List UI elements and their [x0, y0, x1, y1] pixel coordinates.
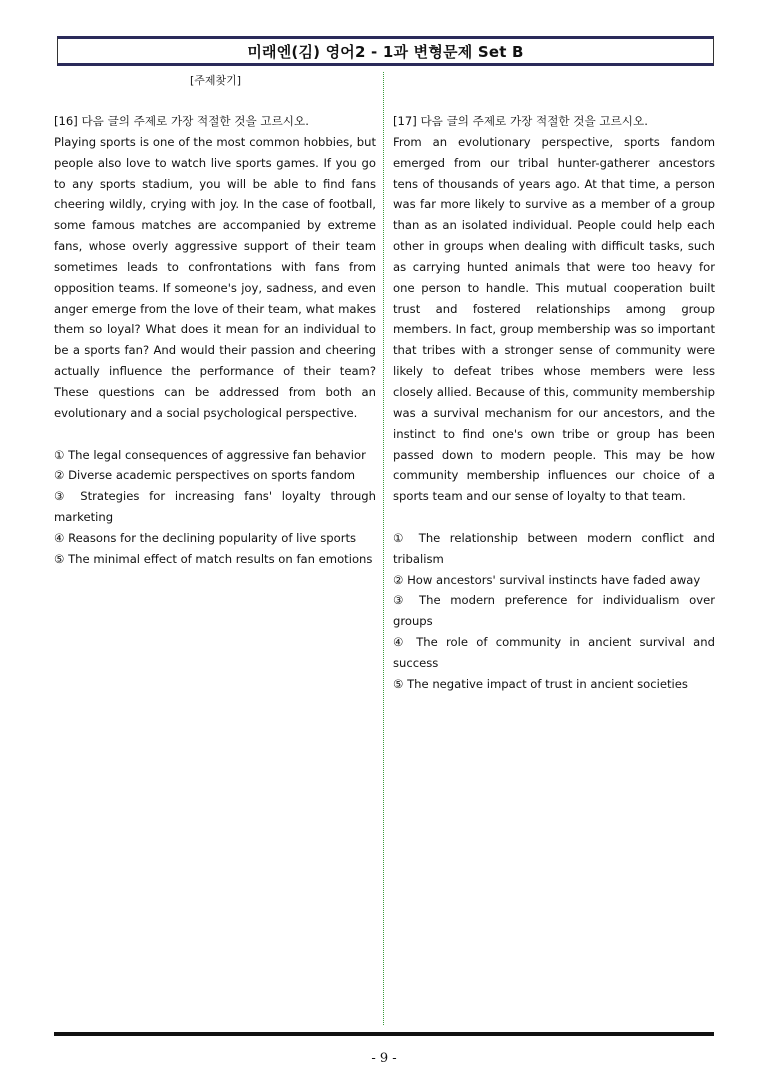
question-header: [16] 다음 글의 주제로 가장 적절한 것을 고르시오. — [54, 114, 309, 128]
footer-rule — [54, 1032, 714, 1036]
option-5[interactable]: ⑤ The negative impact of trust in ancient societies — [393, 676, 688, 691]
section-label: [주제찾기] — [190, 74, 242, 87]
answer-options — [54, 445, 376, 570]
option-3[interactable]: ③ The modern preference for individualism over groups — [393, 593, 715, 629]
question-17 — [393, 111, 715, 695]
option-2[interactable]: ② Diverse academic perspectives on sports fandom — [54, 468, 356, 483]
column-divider — [383, 72, 384, 1025]
page-title: 미래엔(김) 영어2 - 1과 변형문제 Set B — [57, 36, 714, 66]
question-16 — [54, 111, 376, 570]
question-header: [17] 다음 글의 주제로 가장 적절한 것을 고르시오. — [393, 114, 648, 128]
option-4[interactable]: ④ The role of community in ancient survival and success — [393, 635, 715, 670]
page-number: - 9 - — [371, 1051, 397, 1066]
question-passage: Playing sports is one of the most common hobbies, but people also love to watch live sports games. If you go to any sports stadium, you will be able to find fans cheering wildly, crying with joy. In the case of football, some famous matches are accompanied by extreme fans, whose overly aggressive support of their team sometimes leads to confrontations with fans from opposition teams. If someone's joy, sadness, and even anger emerge from the love of their team, what makes them so loyal? What does it mean for an individual to be a sports fan? And would their passion and cheering actually influence the performance of their team? These questions can be addressed from both an evolutionary and a social psychological perspective. — [54, 134, 376, 420]
option-5[interactable]: ⑤ The minimal effect of match results on fan emotions — [54, 551, 373, 566]
option-1[interactable]: ① The relationship between modern conflict and tribalism — [393, 530, 715, 566]
option-4[interactable]: ④ Reasons for the declining popularity of live sports — [54, 530, 357, 545]
option-3[interactable]: ③ Strategies for increasing fans' loyalty through marketing — [54, 489, 376, 525]
option-2[interactable]: ② How ancestors' survival instincts have faded away — [393, 572, 701, 587]
question-passage: From an evolutionary perspective, sports fandom emerged from our tribal hunter-gatherer ancestors tens of thousands of years ago. At that time, a person was far more likely to survive as a member of a group than as an isolated individual. People could help each other in groups when dealing with difficult tasks, such as carrying hunted animals that were too heavy for one person to handle. This mutual cooperation built trust and fostered relationships among group members. In fact, group membership was so important that tribes with a stronger sense of community were likely to defeat tribes whose members were less closely allied. Because of this, community membership was a survival mechanism for our ancestors, and the instinct to find one's own tribe or group has been passed down to modern people. This may be how community membership influences our choice of a sports team and our sense of loyalty to that team. — [393, 134, 715, 504]
option-1[interactable]: ① The legal consequences of aggressive fan behavior — [54, 447, 366, 462]
answer-options — [393, 528, 715, 695]
